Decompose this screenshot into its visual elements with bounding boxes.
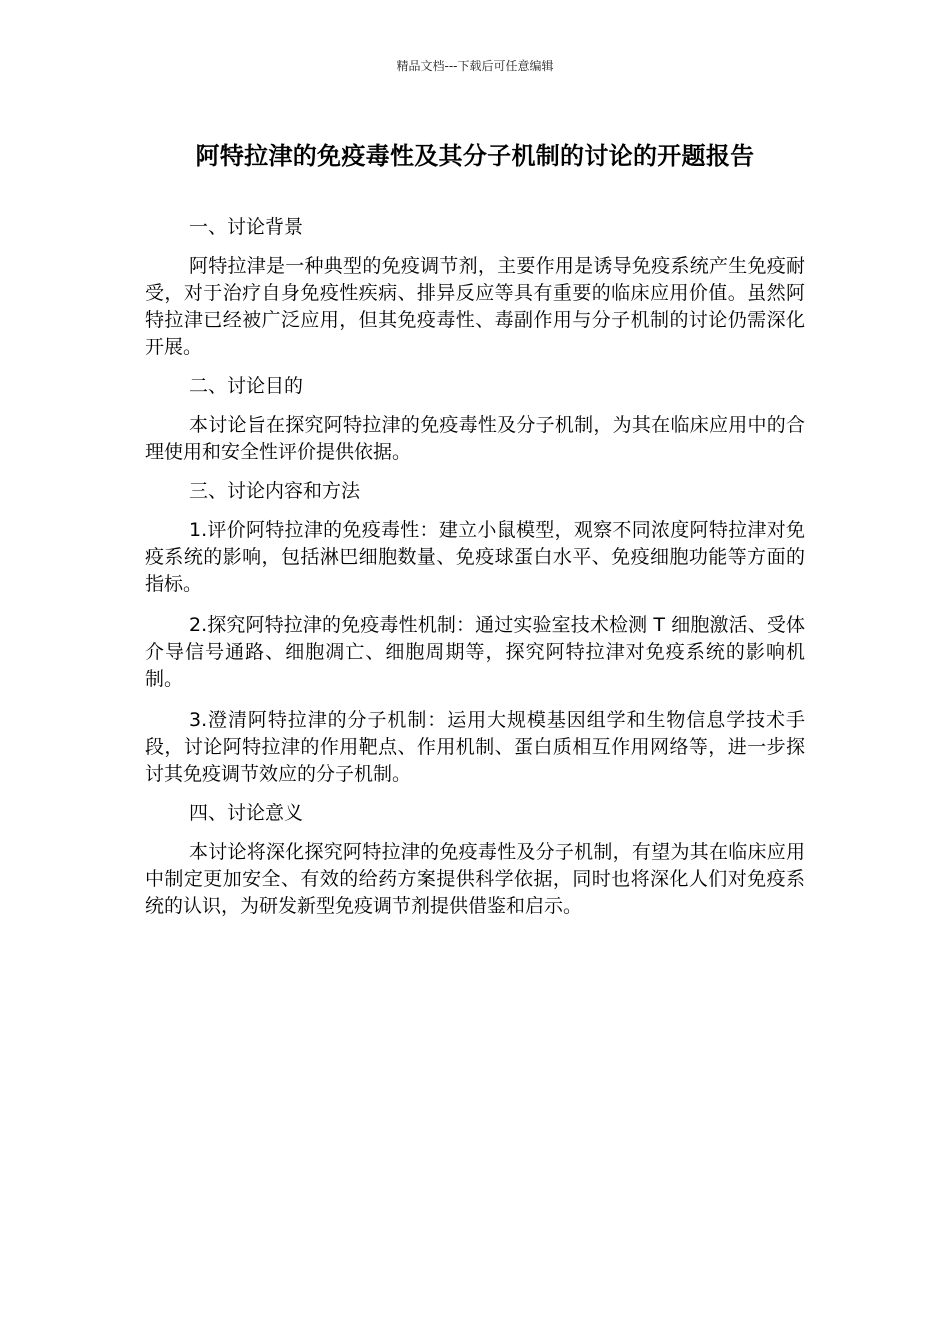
section-heading-purpose: 二、讨论目的 bbox=[189, 375, 304, 397]
document-title: 阿特拉津的免疫毒性及其分子机制的讨论的开题报告 bbox=[195, 142, 755, 170]
paragraph-method-3: 3.澄清阿特拉津的分子机制：运用大规模基因组学和生物信息学技术手段，讨论阿特拉津的作用靶点、作用机制、蛋白质相互作用网络等，进一步探讨其免疫调节效应的分子机制。 bbox=[145, 709, 805, 785]
header-note: 精品文档---下载后可任意编辑 bbox=[396, 59, 554, 73]
paragraph-background: 阿特拉津是一种典型的免疫调节剂，主要作用是诱导免疫系统产生免疫耐受，对于治疗自身免疫性疾病、排异反应等具有重要的临床应用价值。虽然阿特拉津已经被广泛应用，但其免疫毒性、毒副作用与分子机制的讨论仍需深化开展。 bbox=[145, 255, 805, 358]
paragraph-purpose: 本讨论旨在探究阿特拉津的免疫毒性及分子机制，为其在临床应用中的合理使用和安全性评价提供依据。 bbox=[145, 414, 805, 463]
section-heading-significance: 四、讨论意义 bbox=[189, 802, 304, 824]
paragraph-method-1: 1.评价阿特拉津的免疫毒性：建立小鼠模型，观察不同浓度阿特拉津对免疫系统的影响，包括淋巴细胞数量、免疫球蛋白水平、免疫细胞功能等方面的指标。 bbox=[145, 519, 805, 595]
document-body bbox=[145, 214, 805, 920]
section-heading-background: 一、讨论背景 bbox=[189, 216, 304, 238]
paragraph-significance: 本讨论将深化探究阿特拉津的免疫毒性及分子机制，有望为其在临床应用中制定更加安全、有效的给药方案提供科学依据，同时也将深化人们对免疫系统的认识，为研发新型免疫调节剂提供借鉴和启示。 bbox=[145, 841, 805, 917]
section-heading-content-methods: 三、讨论内容和方法 bbox=[189, 480, 361, 502]
paragraph-method-2: 2.探究阿特拉津的免疫毒性机制：通过实验室技术检测 T 细胞激活、受体介导信号通路、细胞凋亡、细胞周期等，探究阿特拉津对免疫系统的影响机制。 bbox=[145, 614, 805, 690]
